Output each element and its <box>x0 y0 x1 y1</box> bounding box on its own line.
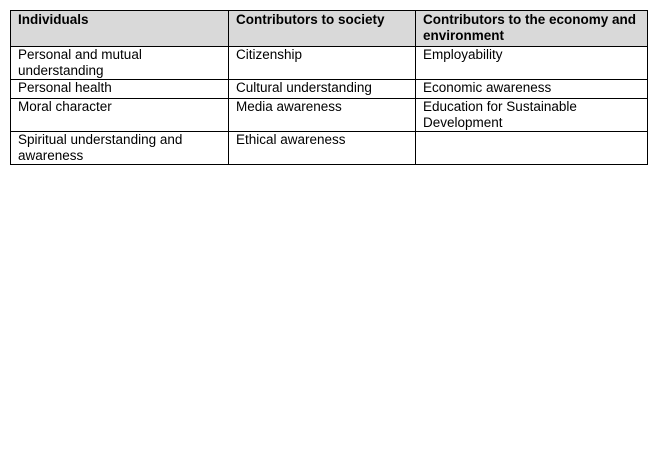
table-row <box>11 47 648 80</box>
header-individuals: Individuals <box>11 11 229 47</box>
table-cell <box>416 132 648 165</box>
header-contributors-to-economy-and-environment: Contributors to the economy and environment <box>416 11 648 47</box>
table-cell: Education for Sustainable Development <box>416 99 648 132</box>
table-cell: Citizenship <box>229 47 416 80</box>
table-cell: Economic awareness <box>416 80 648 99</box>
header-contributors-to-society: Contributors to society <box>229 11 416 47</box>
table-cell: Spiritual understanding and awareness <box>11 132 229 165</box>
table-cell: Moral character <box>11 99 229 132</box>
table-cell: Employability <box>416 47 648 80</box>
table-row <box>11 80 648 99</box>
table-cell: Personal and mutual understanding <box>11 47 229 80</box>
table-cell: Ethical awareness <box>229 132 416 165</box>
table-cell: Cultural understanding <box>229 80 416 99</box>
table-row <box>11 132 648 165</box>
table-header-row <box>11 11 648 47</box>
curriculum-table <box>10 10 648 165</box>
table-row <box>11 99 648 132</box>
table-cell: Media awareness <box>229 99 416 132</box>
table-cell: Personal health <box>11 80 229 99</box>
